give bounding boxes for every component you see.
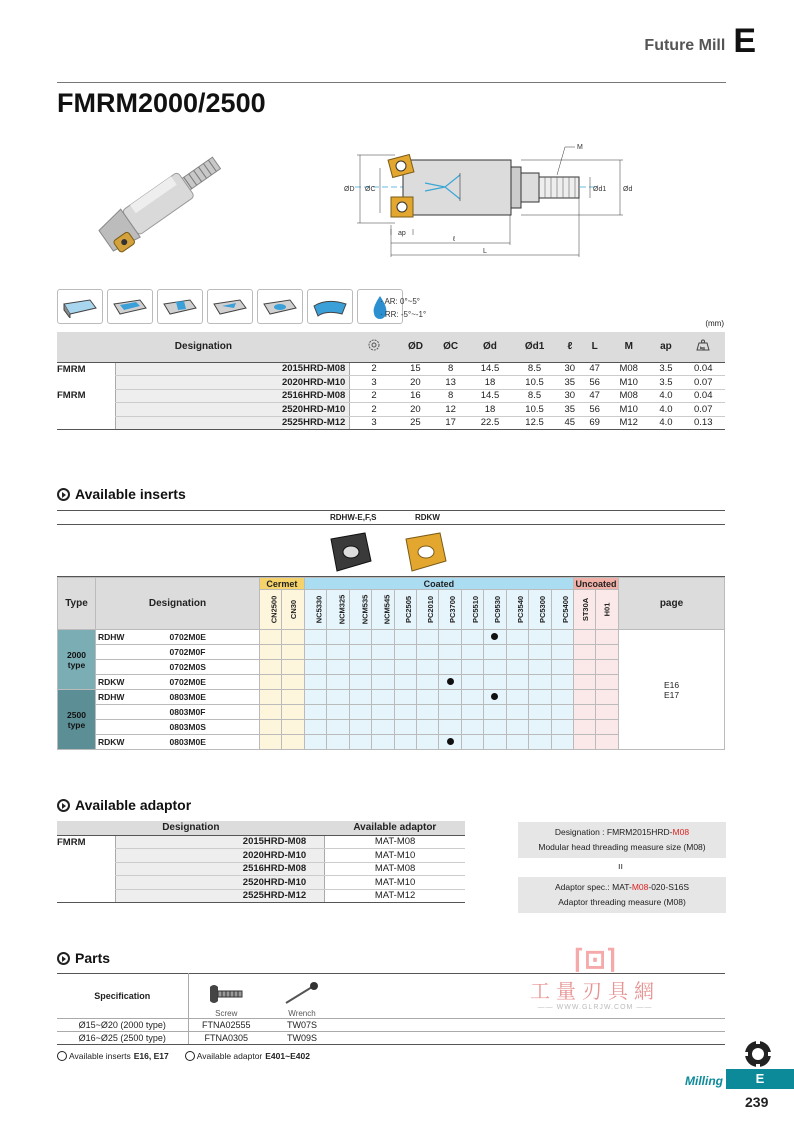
insert-series xyxy=(96,705,164,720)
grade-label: PC2505 xyxy=(403,595,413,624)
availability-dot xyxy=(491,633,498,640)
type-cell: 2000 type xyxy=(58,630,96,690)
grade-label: NCM545 xyxy=(382,594,392,625)
availability-dot xyxy=(447,738,454,745)
insert-series: RDHW xyxy=(96,630,164,645)
col-L: L xyxy=(582,332,607,362)
table-row: 2525HRD-M12 3 25 17 22.5 12.5 45 69 M12 4.0 0.13 xyxy=(57,416,725,430)
insert-code: 0803M0E xyxy=(164,690,260,705)
col-type: Type xyxy=(58,578,96,630)
col-d1: Ød1 xyxy=(512,332,558,362)
cutter-teeth-icon xyxy=(368,339,380,351)
dim-D-label: ØD xyxy=(344,186,355,193)
group-uncoated: Uncoated xyxy=(573,578,618,590)
col-M: M xyxy=(607,332,650,362)
col-teeth xyxy=(350,332,398,362)
insert-label-rdhw: RDHW-E,F,S xyxy=(330,513,377,522)
profiling-icon xyxy=(307,289,353,324)
adaptor-example-box: Adaptor spec.: MAT-M08-020-S16S Adaptor threading measure (M08) xyxy=(518,877,726,913)
grade-label: PC3540 xyxy=(515,595,525,624)
insert-code: 0702M0S xyxy=(164,660,260,675)
grade-label: PC5510 xyxy=(470,595,480,624)
axial-rake-angle: · AR: 0°~5° xyxy=(380,297,420,306)
dim-C-label: ØC xyxy=(365,186,376,193)
cross-references xyxy=(57,1051,310,1061)
page-ref[interactable]: E16 xyxy=(663,679,680,690)
rake-angle-notes xyxy=(380,295,426,321)
insert-series xyxy=(96,660,164,675)
insert-grade-body xyxy=(58,630,725,750)
rdhw-insert-image xyxy=(325,529,375,575)
table-row xyxy=(58,630,725,645)
section-title: Future Mill xyxy=(644,37,726,54)
equals-mark: ıı xyxy=(618,861,624,871)
arrow-circle-icon xyxy=(57,952,70,965)
table-row: 2520HRD-M10 2 20 12 18 10.5 35 56 M10 4.0 0.07 xyxy=(57,403,725,417)
col-weight xyxy=(681,332,725,362)
watermark-logo: ⌈⊡⌉ xyxy=(573,944,617,974)
table-row: 2516HRD-M08 MAT-M08 xyxy=(57,862,465,876)
technical-drawing xyxy=(335,135,635,260)
grade-label: CN30 xyxy=(288,599,298,620)
square-shoulder-icon xyxy=(57,289,103,324)
link-available-inserts[interactable]: Available inserts E16, E17 xyxy=(57,1051,169,1061)
table-row: FMRM 2015HRD-M08 2 15 8 14.5 8.5 30 47 M08 3.5 0.04 xyxy=(57,362,725,376)
tool-photo xyxy=(96,136,256,266)
dim-ap-label: ap xyxy=(398,230,406,237)
table-row: 2525HRD-M12 MAT-M12 xyxy=(57,889,465,903)
section-tab[interactable]: E xyxy=(726,1069,794,1089)
group-cermet: Cermet xyxy=(260,578,305,590)
type-cell: 2500 type xyxy=(58,690,96,750)
page-ref-cell xyxy=(619,630,725,750)
adaptor-section-heading: Available adaptor xyxy=(57,797,191,813)
page-number: 239 xyxy=(745,1094,769,1110)
insert-code: 0803M0F xyxy=(164,705,260,720)
col-specification: Specification xyxy=(57,974,188,1019)
arrow-circle-icon xyxy=(57,799,70,812)
screw-label: Screw xyxy=(215,1009,238,1018)
grade-label: H01 xyxy=(602,602,612,617)
parts-section-heading: Parts xyxy=(57,950,110,966)
col-C: ØC xyxy=(433,332,468,362)
parts-table xyxy=(57,973,725,1045)
insert-series: RDKW xyxy=(96,675,164,690)
arrow-circle-icon xyxy=(57,488,70,501)
availability-dot xyxy=(447,678,454,685)
insert-series xyxy=(96,645,164,660)
link-available-adaptor[interactable]: Available adaptor E401~E402 xyxy=(185,1051,310,1061)
arrow-circle-icon xyxy=(185,1051,195,1061)
category-label: Milling xyxy=(685,1074,723,1088)
arrow-circle-icon xyxy=(57,1051,67,1061)
grade-label: PC3700 xyxy=(448,595,458,624)
svg-text:kg: kg xyxy=(700,345,705,351)
grade-label: PC5400 xyxy=(560,595,570,624)
pocketing-icon xyxy=(157,289,203,324)
col-d: Ød xyxy=(468,332,511,362)
table-row: 2020HRD-M10 MAT-M10 xyxy=(57,849,465,863)
group-coated: Coated xyxy=(304,578,573,590)
grade-label: CN2500 xyxy=(269,595,279,624)
col-page: page xyxy=(619,578,725,630)
col-adaptor-designation: Designation xyxy=(57,821,325,835)
insert-series: RDKW xyxy=(96,735,164,750)
slotting-icon xyxy=(107,289,153,324)
col-ap: ap xyxy=(650,332,681,362)
col-available-adaptor: Available adaptor xyxy=(325,821,465,835)
unit-label: (mm) xyxy=(705,319,724,328)
table-header-row xyxy=(57,332,725,362)
dim-d-label: Ød xyxy=(623,186,633,193)
ramping-icon xyxy=(207,289,253,324)
insert-code: 0702M0F xyxy=(164,645,260,660)
grade-label: NCM325 xyxy=(337,594,347,625)
table-row: FMRM 2516HRD-M08 2 16 8 14.5 8.5 30 47 M08 4.0 0.04 xyxy=(57,389,725,403)
table-row: FMRM 2015HRD-M08 MAT-M08 xyxy=(57,835,465,849)
availability-dot xyxy=(491,693,498,700)
col-D: ØD xyxy=(398,332,433,362)
rdkw-insert-image xyxy=(400,529,450,575)
table-row: Ø16~Ø25 (2500 type) FTNA0305 TW09S xyxy=(57,1032,725,1045)
insert-code: 0702M0E xyxy=(164,675,260,690)
col-designation: Designation xyxy=(57,332,350,362)
section-letter: E xyxy=(733,22,756,60)
insert-series xyxy=(96,720,164,735)
weight-icon xyxy=(696,339,710,351)
dim-l-label: ℓ xyxy=(453,236,456,243)
dim-L-label: L xyxy=(483,248,487,255)
milling-cutter-icon xyxy=(742,1038,774,1070)
insert-code: 0803M0E xyxy=(164,735,260,750)
inserts-section-heading: Available inserts xyxy=(57,486,186,502)
insert-label-rdkw: RDKW xyxy=(415,513,440,522)
grade-label: PC5300 xyxy=(538,595,548,624)
table-row: Ø15~Ø20 (2000 type) FTNA02555 TW07S xyxy=(57,1019,725,1032)
header-divider xyxy=(57,82,726,83)
insert-label-bar xyxy=(57,510,725,525)
grade-label: NC5330 xyxy=(314,595,324,624)
page-title: FMRM2000/2500 xyxy=(57,88,266,118)
watermark: ⌈⊡⌉ 工量刃具網 —— WWW.GLRJW.COM —— xyxy=(530,944,660,1011)
col-l: ℓ xyxy=(557,332,582,362)
table-row: 2520HRD-M10 MAT-M10 xyxy=(57,876,465,890)
adaptor-table xyxy=(57,821,465,903)
col-insert-designation: Designation xyxy=(96,578,260,630)
dim-d1-label: Ød1 xyxy=(593,186,607,193)
grade-label: NCM535 xyxy=(360,594,369,625)
wrench-label: Wrench xyxy=(288,1009,316,1018)
insert-images xyxy=(57,525,725,577)
grade-label: PC2010 xyxy=(426,595,436,624)
section-header xyxy=(644,24,756,58)
grade-label: ST30A xyxy=(581,597,591,622)
designation-example-box: Designation : FMRM2015HRD-M08 Modular head threading measure size (M08) xyxy=(518,822,726,858)
plunging-icon xyxy=(257,289,303,324)
screw-icon xyxy=(206,981,246,1007)
insert-code: 0803M0S xyxy=(164,720,260,735)
insert-code: 0702M0E xyxy=(164,630,260,645)
grade-label: PC9530 xyxy=(493,595,503,624)
page-ref[interactable]: E17 xyxy=(663,689,680,700)
specification-table xyxy=(57,332,725,430)
wrench-icon xyxy=(282,981,322,1007)
insert-series: RDHW xyxy=(96,690,164,705)
application-icons xyxy=(57,289,403,324)
radial-rake-angle: · RR: -5°~-1° xyxy=(380,310,427,319)
dim-M-label: M xyxy=(577,144,583,151)
insert-grade-table xyxy=(57,577,725,750)
table-row: 2020HRD-M10 3 20 13 18 10.5 35 56 M10 3.5 0.07 xyxy=(57,376,725,390)
